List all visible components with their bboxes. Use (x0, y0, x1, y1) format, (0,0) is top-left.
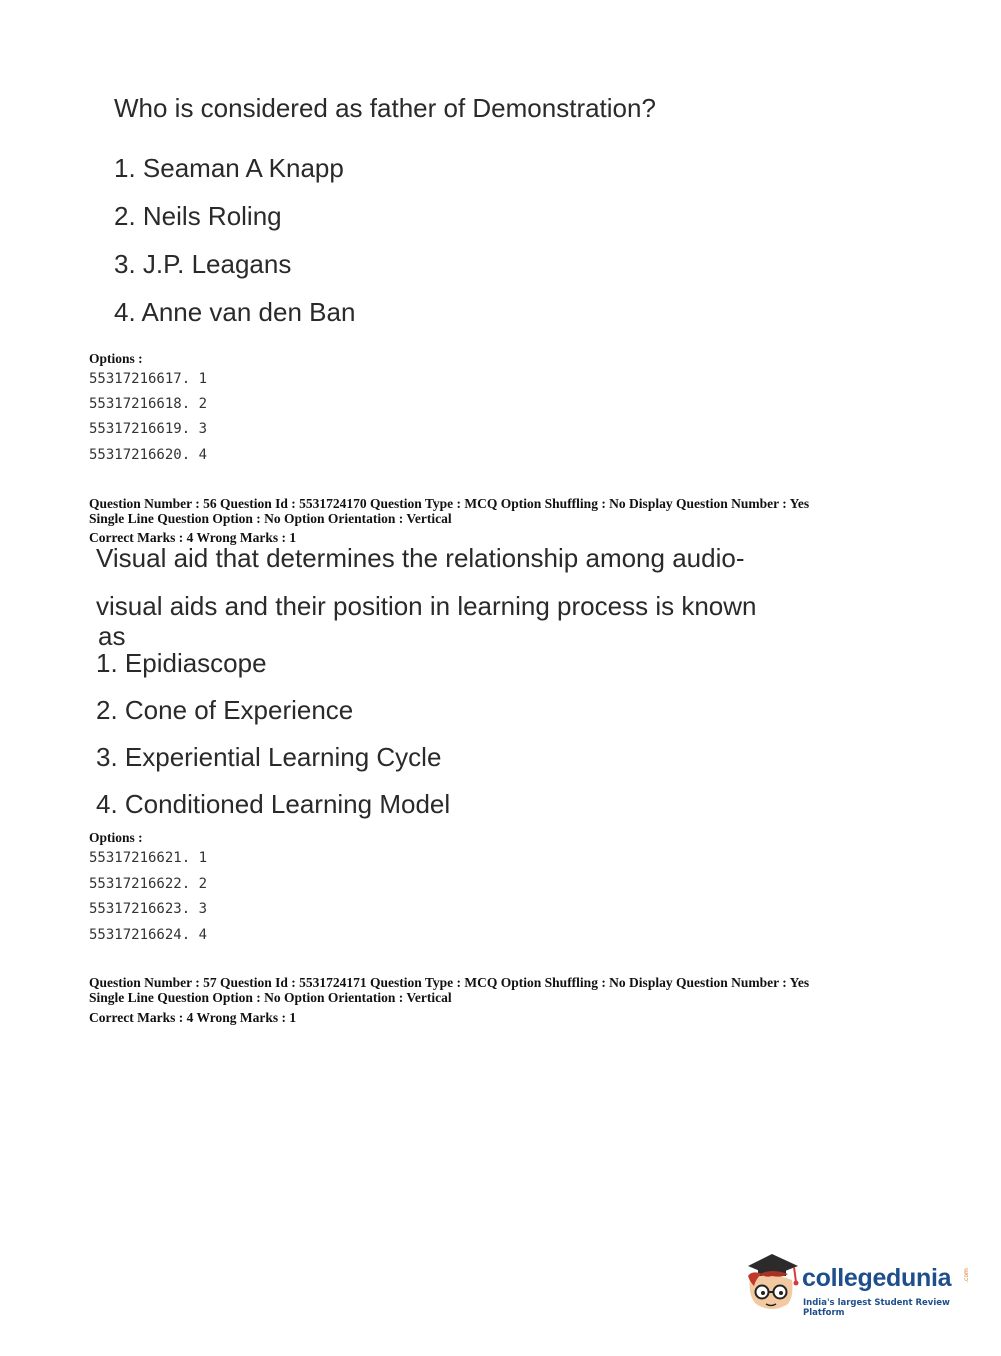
collegedunia-logo (742, 1252, 972, 1320)
options-label: Options : (89, 351, 143, 366)
question-choice: 2. Neils Roling (114, 201, 282, 231)
question-meta: Single Line Question Option : No Option Orientation : Vertical (89, 990, 452, 1005)
brand-tagline: India's largest Student Review Platform (803, 1298, 950, 1318)
option-id: 55317216623. 3 (89, 901, 208, 917)
question-choice: 1. Seaman A Knapp (114, 153, 344, 183)
mascot-icon (742, 1252, 802, 1320)
question-choice: 3. J.P. Leagans (114, 249, 292, 279)
question-choice: 2. Cone of Experience (96, 695, 354, 725)
option-id: 55317216618. 2 (89, 396, 208, 412)
question-text: as (98, 621, 126, 651)
question-choice: 1. Epidiascope (96, 648, 267, 678)
question-text: Who is considered as father of Demonstration? (114, 93, 656, 123)
question-choice: 4. Anne van den Ban (114, 297, 356, 327)
brand-name: collegedunia (802, 1264, 952, 1292)
question-choice: 3. Experiential Learning Cycle (96, 742, 442, 772)
question-marks: Correct Marks : 4 Wrong Marks : 1 (89, 530, 297, 545)
option-id: 55317216624. 4 (89, 927, 208, 943)
option-id: 55317216622. 2 (89, 876, 208, 892)
option-id: 55317216617. 1 (89, 371, 208, 387)
option-id: 55317216621. 1 (89, 850, 208, 866)
question-marks: Correct Marks : 4 Wrong Marks : 1 (89, 1010, 297, 1025)
options-label: Options : (89, 830, 143, 845)
question-meta: Question Number : 57 Question Id : 5531724171 Question Type : MCQ Option Shuffling : No Display Question Number : Yes (89, 975, 810, 990)
question-meta: Single Line Question Option : No Option Orientation : Vertical (89, 511, 452, 526)
option-id: 55317216620. 4 (89, 447, 208, 463)
question-text: visual aids and their position in learning process is known (96, 591, 757, 621)
question-meta: Question Number : 56 Question Id : 5531724170 Question Type : MCQ Option Shuffling : No Display Question Number : Yes (89, 496, 810, 511)
question-choice: 4. Conditioned Learning Model (96, 789, 451, 819)
question-text: Visual aid that determines the relationship among audio- (96, 543, 745, 573)
option-id: 55317216619. 3 (89, 421, 208, 437)
brand-domain: .com (962, 1268, 970, 1283)
